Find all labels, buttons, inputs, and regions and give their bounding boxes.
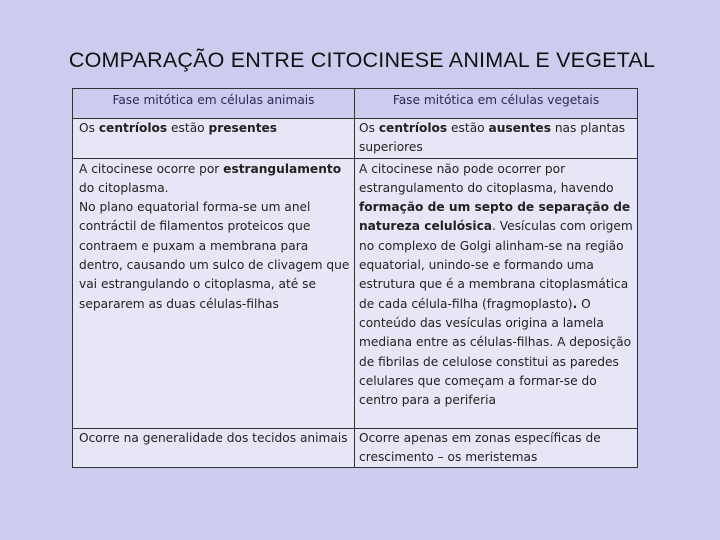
text-run: Ocorre apenas em zonas específicas de crescimento – os meristemas — [359, 430, 601, 464]
cell-animal — [73, 428, 355, 468]
text-run: O conteúdo das vesículas origina a lamela mediana entre as células-filhas. A deposição de fibrilas de celulose constitui as paredes celulares que começam a formar-se do centro para a periferia — [359, 296, 632, 408]
text-run: nas plantas superiores — [359, 121, 626, 155]
header-vegetal: Fase mitótica em células vegetais — [355, 89, 638, 119]
cell-animal — [73, 119, 355, 159]
table-row — [73, 119, 638, 159]
bold-text: . — [572, 296, 578, 311]
bold-text: presentes — [208, 121, 278, 135]
table-row — [73, 158, 638, 428]
bold-text: estrangulamento — [223, 161, 342, 176]
text-run: A citocinese ocorre por — [79, 161, 224, 176]
page-title: COMPARAÇÃO ENTRE CITOCINESE ANIMAL E VEGETAL — [68, 48, 656, 72]
table-header-row — [73, 89, 638, 119]
text-run: No plano equatorial forma-se um anel contráctil de filamentos proteicos que contraem e puxam a membrana para dentro, causando um sulco de clivagem que vai estrangulando o citoplasma, até se separarem as duas células-filhas — [79, 200, 350, 311]
text-run: Ocorre na generalidade dos tecidos animais — [79, 430, 348, 445]
bold-text: formação de um septo de separação de natureza celulósica — [359, 200, 631, 234]
text-run: estão — [447, 121, 489, 135]
text-run: Os — [79, 121, 99, 135]
comparison-table — [72, 88, 638, 468]
bold-text: ausentes — [488, 121, 551, 135]
text-run: do citoplasma. — [79, 180, 169, 195]
cell-animal — [73, 158, 355, 428]
table-row — [73, 428, 638, 468]
cell-vegetal — [355, 158, 638, 428]
bold-text: centríolos — [378, 121, 448, 135]
bold-text: centríolos — [98, 121, 168, 135]
header-animal: Fase mitótica em células animais — [73, 89, 355, 119]
text-run: estão — [167, 121, 209, 135]
cell-vegetal — [355, 119, 638, 159]
text-run: . Vesículas com origem no complexo de Golgi alinham-se na região equatorial, unindo-se e formando uma estrutura que é a membrana citoplasmática de cada célula-filha (fragmoplasto) — [359, 219, 633, 311]
cell-vegetal — [355, 428, 638, 468]
text-run: A citocinese não pode ocorrer por estrangulamento do citoplasma, havendo — [359, 161, 614, 195]
text-run: Os — [359, 121, 379, 135]
